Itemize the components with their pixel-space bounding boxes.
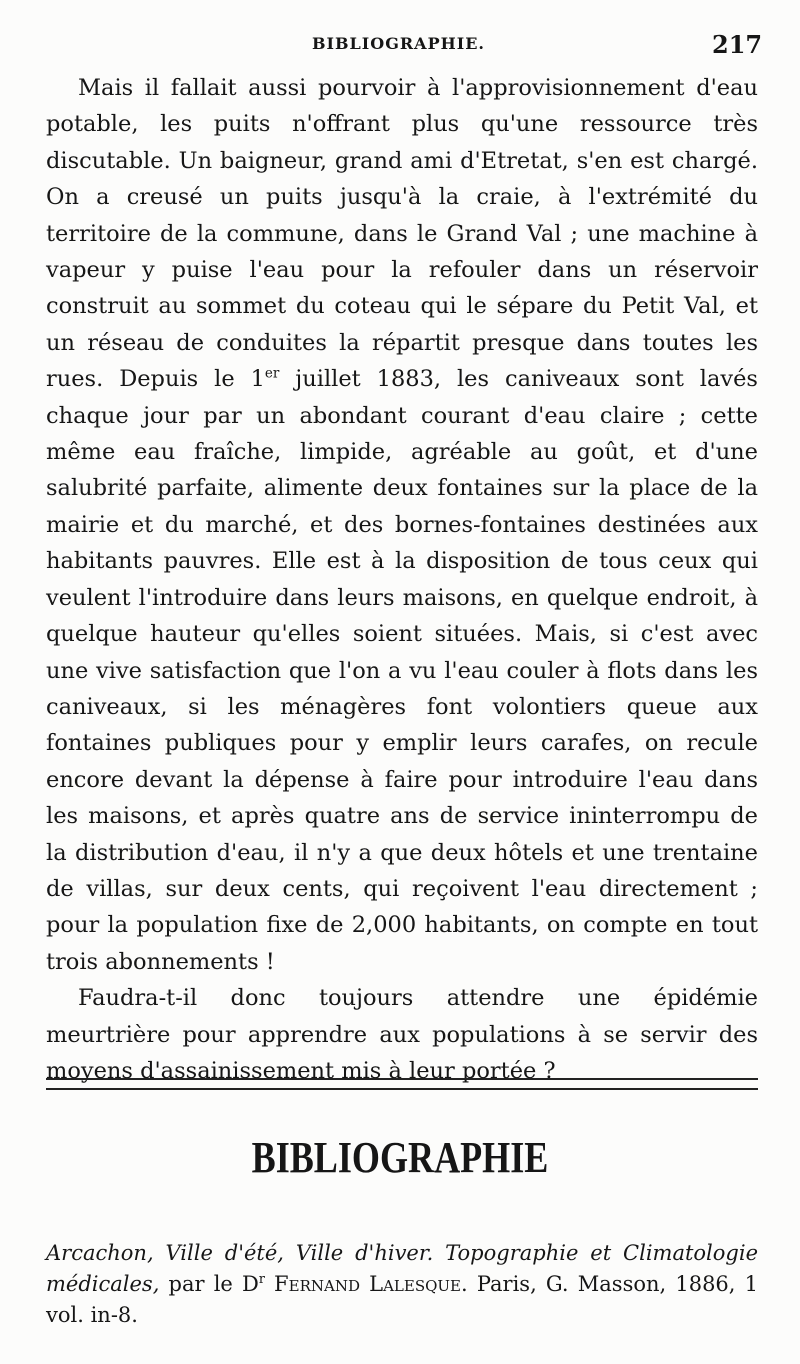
paragraph-text-part2: juillet 1883, les caniveaux sont lavés chaque jour par un abondant courant d'eau claire ; cette même eau fraîche, limpide, agréable au goût, et d'une salubrité parfaite, alimente deux fontaines sur la place de la mairie et du marché, et des bornes-fontaines destinées aux habitants pauvres. Elle est à la disposition de tous ceux qui veulent l'introduire dans leurs maisons, en quelque endroit, à quelque hauteur qu'elles soient situées. Mais, si c'est avec une vive satisfaction que l'on a vu l'eau couler à flots dans les caniveaux, si les ménagères font volontiers queue aux fontaines publiques pour y emplir leurs carafes, on recule encore devant la dépense à faire pour introduire l'eau dans les maisons, et après quatre ans de service ininterrompu de la distribution d'eau, il n'y a que deux hôtels et une trentaine de villas, sur deux cents, qui reçoivent l'eau directement ; pour la population fixe de 2,000 habitants, on compte en tout trois abonnements ! bbox=[46, 366, 758, 975]
paragraph-text-part1: Mais il fallait aussi pourvoir à l'approvisionnement d'eau potable, les puits n'offrant plus qu'une ressource très discutable. Un baigneur, grand ami d'Etretat, s'en est chargé. On a creusé un puits jusqu'à la craie, à l'extrémité du territoire de la commune, dans le Grand Val ; une machine à vapeur y puise l'eau pour la refouler dans un réservoir construit au sommet du coteau qui le sépare du Petit Val, et un réseau de conduites la répartit presque dans toutes les rues. Depuis le 1 bbox=[46, 75, 758, 393]
page-number: 217 bbox=[712, 30, 763, 59]
section-heading: BIBLIOGRAPHIE bbox=[251, 1133, 549, 1182]
publisher-info: Paris, G. Masson, 1886, 1 vol. in-8. bbox=[46, 1272, 758, 1327]
body-text bbox=[46, 70, 758, 1089]
book-title: Arcachon, Ville d'été, Ville d'hiver. Topographie et Climatologie médicales, bbox=[46, 1241, 758, 1296]
running-head bbox=[0, 30, 800, 64]
author-name: Fernand Lalesque. bbox=[264, 1272, 468, 1296]
paragraph-water-supply bbox=[46, 70, 758, 980]
doctor-superscript: r bbox=[258, 1271, 265, 1286]
bibliography-entry bbox=[46, 1238, 758, 1331]
running-title: BIBLIOGRAPHIE. bbox=[312, 34, 485, 53]
double-rule-divider bbox=[46, 1078, 758, 1090]
ordinal-superscript: er bbox=[264, 365, 280, 382]
paragraph-epidemic-question: Faudra-t-il donc toujours attendre une épidémie meurtrière pour apprendre aux populations à se servir des moyens d'assainissement mis à leur portée ? bbox=[46, 985, 758, 1084]
by-text: par le D bbox=[159, 1272, 259, 1296]
